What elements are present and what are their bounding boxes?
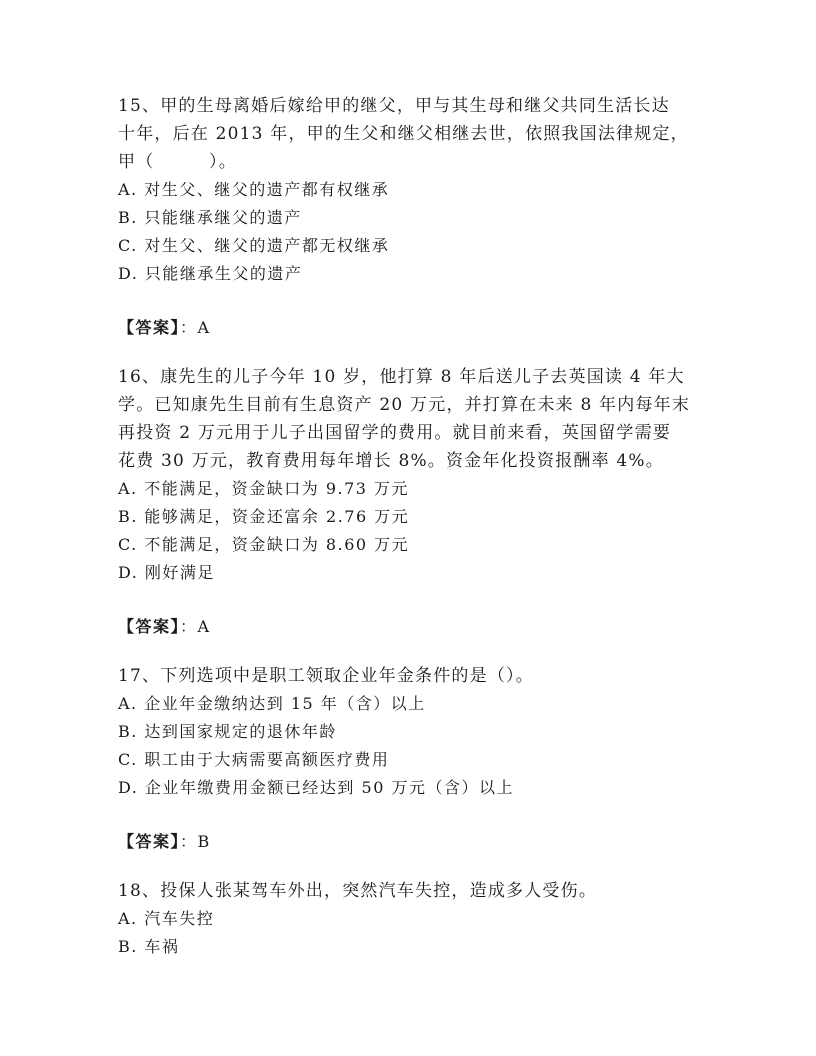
option-d: D. 只能继承生父的遗产	[118, 264, 303, 283]
question-16	[118, 363, 708, 662]
spacer	[118, 342, 708, 363]
answer-value: A	[197, 617, 211, 636]
spacer	[118, 641, 708, 662]
option-a: A. 企业年金缴纳达到 15 年（含）以上	[118, 694, 426, 713]
answer-line	[118, 828, 708, 856]
answer-value: B	[197, 832, 211, 851]
option-a: A. 汽车失控	[118, 909, 215, 928]
option-b: B. 达到国家规定的退休年龄	[118, 722, 337, 741]
spacer	[118, 856, 708, 877]
question-text-line: 15、甲的生母离婚后嫁给甲的继父，甲与其生母和继父共同生活长达	[118, 96, 670, 116]
question-text-line: 十年，后在 2013 年，甲的生父和继父相继去世，依照我国法律规定，	[118, 124, 689, 144]
question-text-line: 学。已知康先生目前有生息资产 20 万元，并打算在未来 8 年内每年末	[118, 395, 691, 415]
question-text-line: 再投资 2 万元用于儿子出国留学的费用。就目前来看，英国留学需要	[118, 423, 672, 443]
option-c: C. 不能满足，资金缺口为 8.60 万元	[118, 535, 410, 554]
answer-line	[118, 613, 708, 641]
question-text-line: 花费 30 万元，教育费用每年增长 8%。资金年化投资报酬率 4%。	[118, 451, 664, 471]
question-text-line: 甲（ ）。	[118, 152, 237, 172]
answer-label: 【答案】	[118, 832, 181, 851]
question-text-line: 16、康先生的儿子今年 10 岁，他打算 8 年后送儿子去英国读 4 年大	[118, 367, 685, 387]
question-17	[118, 662, 708, 877]
answer-separator: ：	[180, 832, 198, 851]
option-a: A. 对生父、继父的遗产都有权继承	[118, 180, 390, 199]
document-page	[118, 92, 708, 961]
option-a: A. 不能满足，资金缺口为 9.73 万元	[118, 479, 410, 498]
option-b: B. 能够满足，资金还富余 2.76 万元	[118, 507, 410, 526]
option-d: D. 刚好满足	[118, 563, 215, 582]
option-c: C. 对生父、继父的遗产都无权继承	[118, 236, 390, 255]
spacer	[118, 288, 708, 314]
question-text-line: 18、投保人张某驾车外出，突然汽车失控，造成多人受伤。	[118, 881, 598, 901]
option-c: C. 职工由于大病需要高额医疗费用	[118, 750, 390, 769]
spacer	[118, 802, 708, 828]
question-text-line: 17、下列选项中是职工领取企业年金条件的是（）。	[118, 666, 534, 686]
question-18	[118, 877, 708, 961]
answer-label: 【答案】	[118, 617, 181, 636]
answer-line	[118, 314, 708, 342]
option-b: B. 只能继承继父的遗产	[118, 208, 302, 227]
option-d: D. 企业年缴费用金额已经达到 50 万元（含）以上	[118, 778, 514, 797]
answer-separator: ：	[180, 617, 198, 636]
option-b: B. 车祸	[118, 937, 180, 956]
answer-label: 【答案】	[118, 318, 181, 337]
answer-separator: ：	[180, 318, 198, 337]
answer-value: A	[197, 318, 211, 337]
question-15	[118, 92, 708, 363]
spacer	[118, 587, 708, 613]
